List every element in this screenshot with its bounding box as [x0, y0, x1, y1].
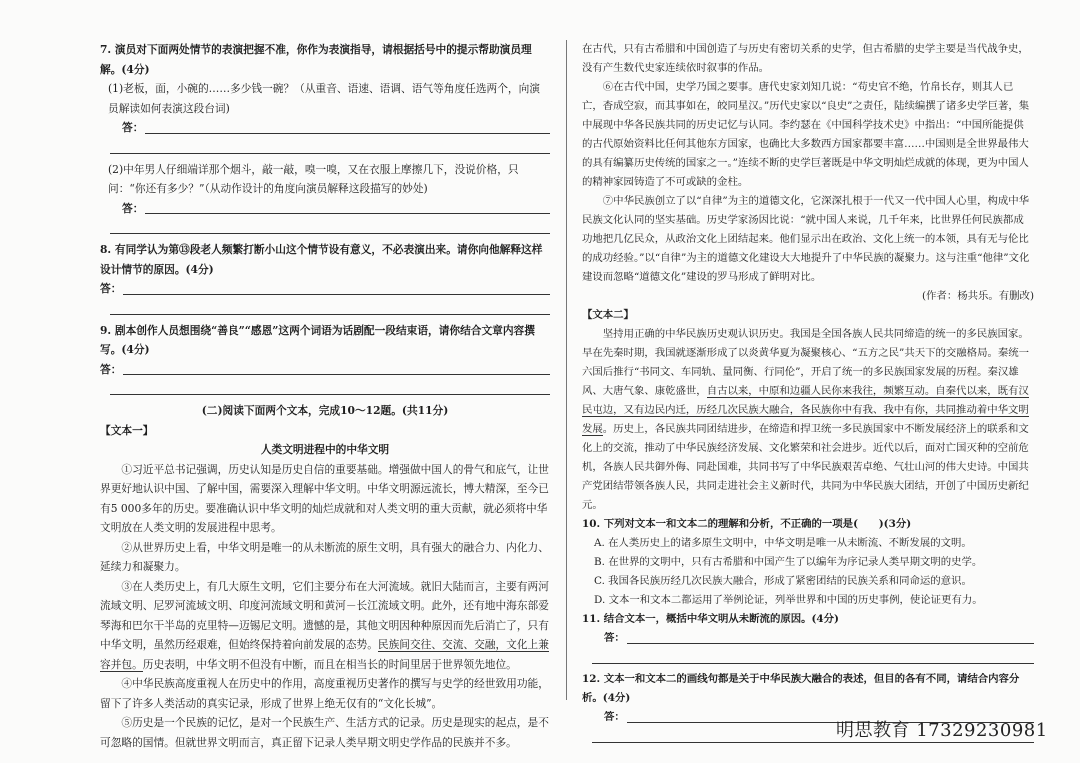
- watermark: 明思教育 17329230981: [836, 720, 1048, 741]
- answer-line[interactable]: [110, 140, 550, 154]
- q10-option-a[interactable]: A. 在人类历史上的诸多原生文明中，中华文明是唯一从未断流、不断发展的文明。: [594, 537, 972, 549]
- text2-paragraph: [582, 325, 1034, 515]
- paragraph-text: 坚持用正确的中华民族历史观认识历史。我国是全国各族人民共同缔造的统一的多民族国家。早在先秦时期，我国就逐渐形成了以炎黄华夏为凝聚核心、“五方之民”共天下的交融格局。秦统一六国后推行“书同文、车同轨、量同衡、行同伦”，开启了统一的多民族国家发展的历程。秦汉雄风、大唐气象、康乾盛世，: [582, 328, 1030, 397]
- answer-label: 答：: [604, 632, 625, 644]
- underlined-sentence: 民族间交往、交流、交融，文化上兼容并包。: [100, 638, 549, 671]
- q7-sub1: (1)老板，面，小碗的……多少钱一碗？（从重音、语速、语调、语气等角度任选两个，向演员解读如何表演这段台词): [108, 82, 540, 115]
- answer-label: 答：: [100, 362, 122, 376]
- answer-line: [123, 374, 550, 375]
- q8-stem: 8. 有同学认为第⑬段老人频繁打断小山这个情节设有意义，不必表演出来。请你向他解释这样设计情节的原因。(4分): [100, 243, 543, 276]
- q10-option-c[interactable]: C. 我国各民族历经几次民族大融合，形成了紧密团结的民族关系和同命运的意识。: [594, 575, 972, 587]
- q7-answer-1[interactable]: [100, 118, 550, 138]
- answer-label: 答：: [122, 121, 144, 134]
- text1-paragraph-1: ①习近平总书记强调，历史认知是历史自信的重要基础。增强做中国人的骨气和底气，让世界更好地认识中国、了解中国，需要深入理解中华文明。中华文明源远流长，博大精深，至今已有5 000多年的历史。要准确认识中华文明的灿烂成就和对人类文明的重大贡献，就必须将中华文明放在人类文明的发展进程中思考。: [100, 462, 549, 534]
- text1-title: 人类文明进程中的中华文明: [260, 443, 390, 456]
- text1-paragraph-5-continued: 在古代，只有古希腊和中国创造了与历史有密切关系的史学，但古希腊的史学主要是当代战争史，没有产生数代史家连续依时叙事的作品。: [582, 43, 1029, 74]
- text1-paragraph-4: ④中华民族高度重视人在历史中的作用，高度重视历史著作的撰写与史学的经世致用功能，留下了许多人类活动的真实记录，形成了世界上绝无仅有的“文化长城”。: [100, 677, 549, 710]
- answer-line: [627, 643, 1034, 644]
- q7-answer-2[interactable]: [100, 199, 550, 219]
- q9-stem: 9. 剧本创作人员想围绕“善良”“感恩”这两个词语为话剧配一段结束语，请你结合文章内容撰写。(4分): [100, 323, 535, 356]
- section-2-heading: (二)阅读下面两个文本，完成10～12题。(共11分): [201, 404, 449, 417]
- q11-answer[interactable]: [582, 629, 1034, 648]
- answer-label: 答：: [122, 201, 144, 215]
- text2-label: 【文本二】: [582, 309, 634, 321]
- paragraph-text: ③在人类历史上，有几大原生文明，它们主要分布在大河流域。就旧大陆而言，主要有两河流域文明、尼罗河流域文明、印度河流域文明和黄河－长江流域文明。此外，还有地中海东部爱琴海和巴尔干半岛的克里特—迈锡尼文明。遗憾的是，其他文明因种种原因而先后消亡了，只有中华文明，虽然历经艰难，但始终保持着向前发展的态势。: [100, 579, 549, 651]
- q12-stem: 12. 文本一和文本二的画线句都是关于中华民族大融合的表述，但目的各有不同，请结合内容分析。(4分): [582, 673, 1020, 704]
- q10-option-d[interactable]: D. 文本一和文本二都运用了举例论证，列举世界和中国的历史事例，使论证更有力。: [594, 594, 983, 606]
- answer-line[interactable]: [110, 381, 550, 395]
- text1-paragraph-6: ⑥在古代中国，史学乃国之要事。唐代史家刘知几说：“苟史官不绝，竹帛长存，则其人已亡，杳成空寂，而其事如在，皎同星汉。”历代史家以“良史”之责任，陆续编撰了诸多史学巨著，集中展现中华各民族共同的历史记忆与认同。李约瑟在《中国科学技术史》中指出：“中国所能提供的古代原始资料比任何其他东方国家，也确比大多数西方国家都要丰富……中国则是全世界最伟大的具有编纂历史传统的国家之一。”连续不断的史学巨著既是中华文明灿烂成就的体现，更为中国人的精神家园铸造了不可或缺的金柱。: [582, 81, 1030, 188]
- q7-stem: 7. 演员对下面两处情节的表演把握不准，你作为表演指导，请根据括号中的提示帮助演员理解。(4分): [100, 43, 532, 76]
- answer-label: 答：: [604, 711, 625, 723]
- text1-label: 【文本一】: [100, 423, 154, 437]
- q11-stem: 11. 结合文本一，概括中华文明从未断流的原因。(4分): [582, 613, 839, 625]
- paragraph-text: 历史表明，中华文明不但没有中断，而且在相当长的时间里居于世界领先地位。: [142, 657, 517, 671]
- answer-line[interactable]: [592, 650, 1034, 664]
- answer-line: [145, 213, 550, 214]
- text1-paragraph-2: ②从世界历史上看，中华文明是唯一的从未断流的原生文明，具有强大的融合力、内化力、延续力和凝聚力。: [100, 540, 549, 573]
- answer-line[interactable]: [110, 301, 550, 315]
- q9-answer[interactable]: [100, 360, 550, 380]
- answer-line: [123, 294, 550, 295]
- q8-answer[interactable]: [100, 279, 550, 299]
- answer-line[interactable]: [110, 220, 550, 234]
- left-column: [100, 40, 550, 752]
- text1-paragraph-5: ⑤历史是一个民族的记忆，是对一个民族生产、生活方式的记录。历史是现实的起点，是不可忽略的国情。但就世界文明而言，真正留下记录人类早期文明史学作品的民族并不多。: [100, 716, 549, 749]
- q10-option-b[interactable]: B. 在世界的文明中，只有古希腊和中国产生了以编年为序记录人类早期文明的史学。: [594, 556, 983, 568]
- q7-sub2: (2)中年男人仔细端详那个烟斗，敲一敲，嗅一嗅，又在衣服上摩擦几下，没说价格，只问：“你还有多少？”（从动作设计的角度向演员解释这段描写的妙处): [108, 162, 519, 195]
- column-divider: [566, 40, 567, 700]
- text1-paragraph-7: ⑦中华民族创立了以“自律”为主的道德文化，它深深扎根于一代又一代中国人心里，构成中华民族文化认同的坚实基础。历史学家汤因比说：“就中国人来说，几千年来，比世界任何民族都成功地把几亿民众，从政治文化上团结起来。他们显示出在政治、文化上统一的本领，具有无与伦比的成功经验。”以“自律”为主的道德文化建设大大地提升了中华民族的凝聚力。这与注重“他律”文化建设而忽略“道德文化”建设的罗马形成了鲜明对比。: [582, 195, 1030, 283]
- paragraph-text: 。历史上，各民族共同团结进步，在缔造和捍卫统一多民族国家中不断发展经济上的联系和文化上的交流，推动了中华民族经济发展、文化繁荣和社会进步。近代以后，面对亡国灭种的空前危机，各族人民共御外侮、同赴国难，共同书写了中华民族艰苦卓绝、气壮山河的伟大史诗。中国共产党团结带领各族人民，共同走进社会主义新时代，共同为中华民族大团结，开创了中国历史新纪元。: [582, 423, 1029, 511]
- answer-line: [145, 133, 550, 134]
- q10-stem: 10. 下列对文本一和文本二的理解和分析，不正确的一项是( )(3分): [582, 518, 912, 530]
- text1-author: (作者：杨共乐。有删改): [921, 290, 1034, 302]
- underlined-sentence: 自古以来，中原和边疆人民你来我往，频繁互动。自秦代以来，既有汉民屯边，又有边民内迁，历经几次民族大融合，各民族你中有我、我中有你，共同推动着中华文明发展: [582, 385, 1029, 435]
- answer-label: 答：: [100, 282, 122, 295]
- right-column: [582, 40, 1034, 749]
- text1-paragraph-3: [100, 577, 550, 675]
